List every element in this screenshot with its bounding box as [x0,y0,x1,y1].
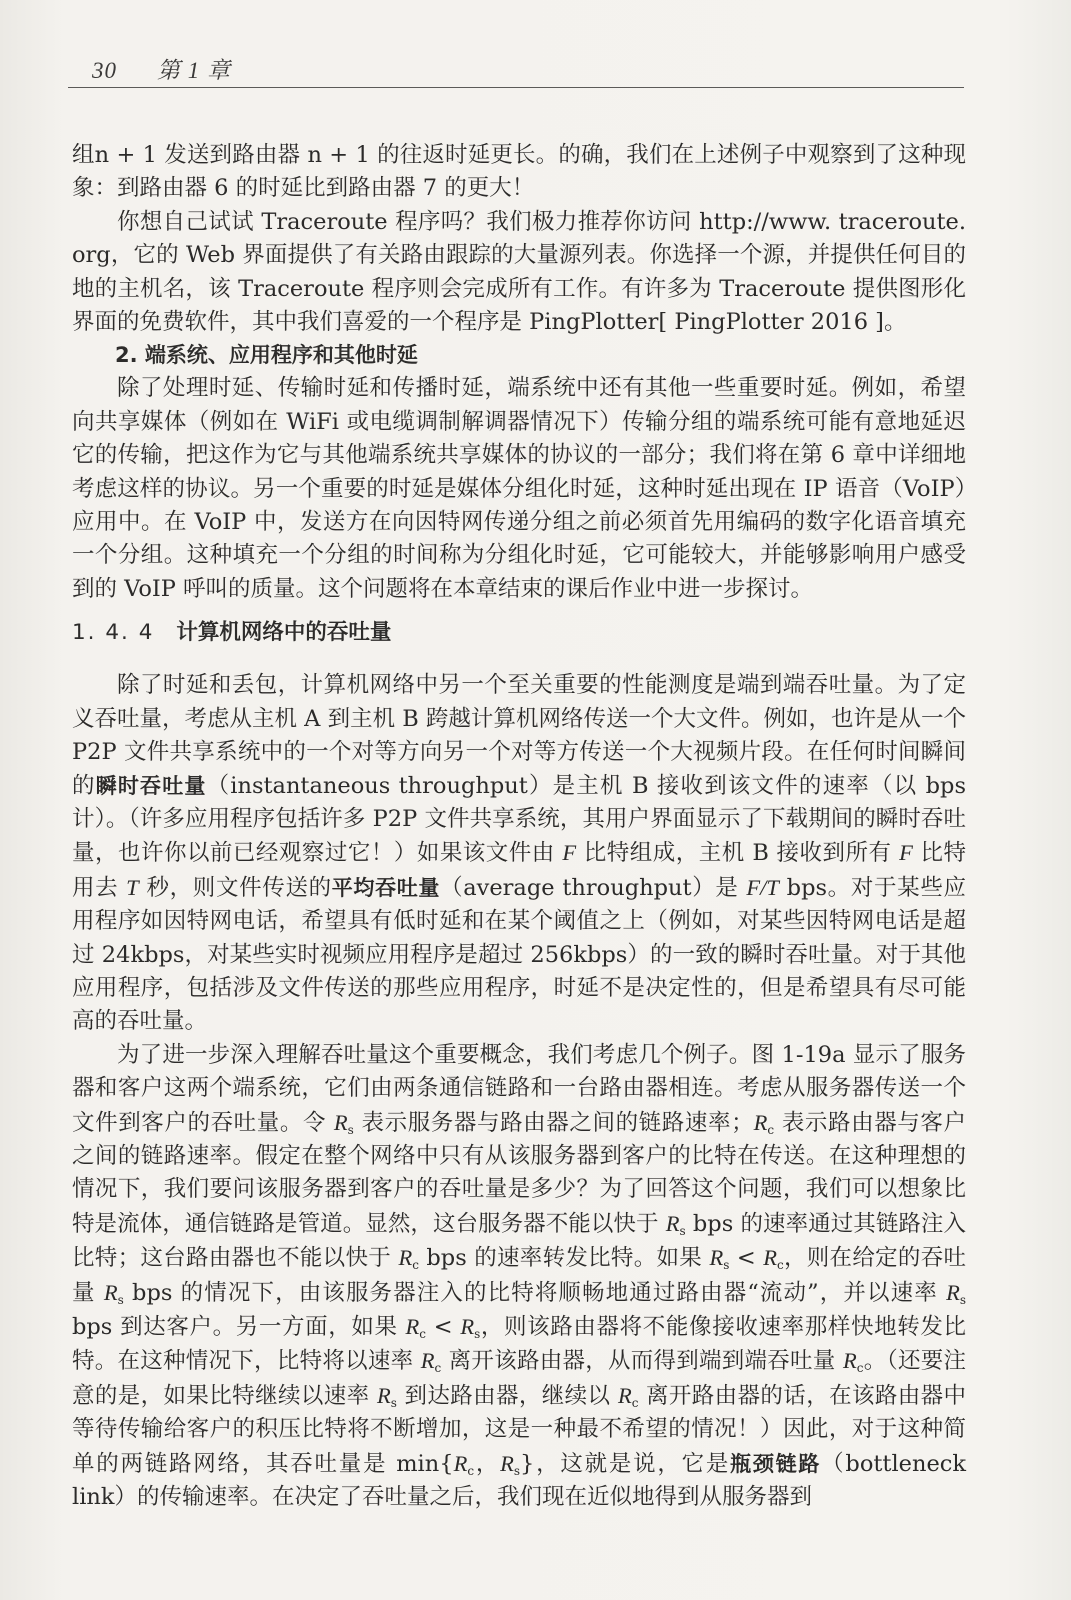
math-var: F [899,840,913,866]
text-run: < [425,1314,461,1340]
text-run: < [729,1245,764,1272]
math-var: R [946,1279,960,1305]
math-var: T [126,874,139,900]
math-var: R [665,1210,680,1236]
term-bottleneck-link: 瓶颈链路 [730,1451,822,1476]
section-title: 计算机网络中的吞吐量 [176,620,392,646]
text-run: （average throughput）是 [440,874,747,901]
paragraph-continuation: 组n + 1 发送到路由器 n + 1 的往返时延更长。的确，我们在上述例子中观察到了这种现象：到路由器 6 的时延比到路由器 7 的更大！ [72,142,966,202]
paragraph-throughput-definition [72,669,966,1038]
math-var: R [103,1279,118,1305]
text-run: 秒，则文件传送的 [138,874,332,901]
paragraph-throughput-example [72,1039,966,1515]
text-run: bps 的情况下，由该服务器注入的比特将顺畅地通过路由器“流动”，并以速率 [123,1279,947,1306]
math-var: R [753,1109,768,1135]
math-subscript: c [434,1361,442,1376]
math-var: R [460,1314,475,1339]
math-subscript: c [419,1327,426,1341]
text-run: bps。对于某些应用程序如因特网电话，希望具有低时延和在某个阈值之上（例如，对某些因特网电话是超过 24kbps，对某些实时视频应用程序是超过 256kbps）的一致的瞬时吞吐量。对于其他应用程序，包括涉及文件传送的那些应用程序，时延不是决定性的，但是希望具有尽可能高的吞吐量。 [72,874,966,1035]
math-var: F [562,840,577,866]
header-rule [68,87,964,88]
running-head [92,52,231,92]
math-var: R [709,1245,724,1271]
math-var: R [405,1314,420,1339]
math-subscript: s [959,1292,966,1307]
math-subscript: s [679,1223,686,1238]
paragraph-traceroute: 你想自己试试 Traceroute 程序吗？我们极力推荐你访问 http://www. traceroute. org，它的 Web 界面提供了有关路由跟踪的大量源列表。你选择一个源，并提供任何目的地的主机名，该 Traceroute 程序则会完成所有工作。有许多为 Traceroute 提供图形化界面的免费软件，其中我们喜爱的一个程序是 PingPlotter[ PingPlotter 2016 ]。 [72,208,966,336]
text-run: 离开路由器的话，在该路由器中等待传输给客户的积压比特将不断增加，这是一种最不希望的情况！）因此，对于这种简单的两链路网络，其吞吐量是 min{ [72,1382,966,1477]
term-instantaneous-throughput: 瞬时吞吐量 [95,773,207,798]
math-var: R [763,1245,777,1271]
text-run: bps 的速率转发比特。如果 [418,1245,710,1272]
math-subscript: c [467,1463,475,1478]
page-number: 30 [92,58,117,83]
math-var: R [453,1450,468,1476]
section-heading [72,616,966,649]
paragraph-other-delays: 除了处理时延、传输时延和传播时延，端系统中还有其他一些重要时延。例如，希望向共享媒体（例如在 WiFi 或电缆调制解调器情况下）传输分组的端系统可能有意地延迟它的传输，把这作为它与其他端系统共享媒体的协议的一部分；我们将在第 6 章中详细地考虑这样的协议。另一个重要的时延是媒体分组化时延，这种时延出现在 IP 语音（VoIP）应用中。在 VoIP 中，发送方在向因特网传递分组之前必须首先用编码的数字化语音填充一个分组。这种填充一个分组的时间称为分组化时延，它可能较大，并能够影响用户感受到的 VoIP 呼叫的质量。这个问题将在本章结束的课后作业中进一步探讨。 [72,375,966,602]
math-var: F/T [746,874,779,900]
math-subscript: s [390,1395,397,1410]
text-run: 表示服务器与路由器之间的链路速率； [353,1109,754,1136]
text-run: 表示路由器与客户之间的链路速率。假定在整个网络中只有从该服务器到客户的比特在传送。在这种理想的情况下，我们要问该服务器到客户的吞吐量是多少？为了回答这个问题，我们可以想象比特是流体，通信链路是管道。显然，这台服务器不能以快于 [72,1109,966,1237]
text-run: （bottleneck link）的传输速率。在决定了吞吐量之后，我们现在近似地得到从服务器到 [72,1450,966,1511]
math-var: R [842,1348,857,1374]
math-subscript: c [412,1258,419,1273]
text-run: ，则在给定的吞吐量 [72,1245,966,1306]
math-subscript: s [513,1463,520,1478]
text-run: bps 的速率通过其链路注入比特；这台路由器也不能以快于 [72,1210,966,1272]
math-subscript: s [347,1122,354,1137]
math-var: R [377,1382,391,1408]
math-subscript: s [474,1327,481,1341]
term-average-throughput: 平均吞吐量 [331,875,441,900]
math-var: R [398,1245,413,1271]
text-run: 。（还要注意的是，如果比特继续以速率 [72,1348,966,1409]
text-run: 比特组成，主机 B 接收到所有 [576,840,900,867]
math-var: R [500,1450,514,1476]
subsection-heading: 2. 端系统、应用程序和其他时延 [115,343,418,368]
math-var: R [617,1382,632,1408]
math-subscript: s [117,1292,124,1307]
math-subscript: c [631,1395,639,1410]
text-run: }，这就是说，它是 [520,1450,731,1477]
math-subscript: c [776,1258,784,1273]
text-run: 比特用去 [72,840,967,901]
text-run: ， [474,1450,501,1477]
math-var: R [333,1109,348,1135]
text-run: 除了时延和丢包，计算机网络中另一个至关重要的性能测度是端到端吞吐量。为了定义吞吐量，考虑从主机 A 到主机 B 跨越计算机网络传送一个大文件。例如，也许是从一个 P2P 文件共享系统中的一个对等方向另一个对等方传送一个大视频片段。在任何时间瞬间的 [72,672,966,799]
text-run: bps 到达客户。另一方面，如果 [72,1314,406,1340]
text-run: （instantaneous throughput）是主机 B 接收到该文件的速率（以 bps 计）。（许多应用程序包括许多 P2P 文件共享系统，其用户界面显示了下载期间的瞬时吞吐量，也许你以前已经观察过它！）如果该文件由 [72,772,966,867]
text-run: 为了进一步深入理解吞吐量这个重要概念，我们考虑几个例子。图 1-19a 显示了服务器和客户这两个端系统，它们由两条通信链路和一台路由器相连。考虑从服务器传送一个文件到客户的吞吐量。令 [72,1041,966,1136]
math-var: R [420,1348,435,1374]
math-subscript: c [767,1122,775,1137]
text-run: 到达路由器，继续以 [396,1382,618,1409]
math-subscript: c [856,1361,864,1376]
section-number: 1. 4. 4 [72,620,155,646]
text-run: 离开该路由器，从而得到端到端吞吐量 [441,1348,843,1375]
math-subscript: s [723,1258,730,1273]
page-body [72,139,966,1514]
chapter-label: 第 1 章 [157,58,231,83]
text-run: ，则该路由器将不能像接收速率那样快地转发比特。在这种情况下，比特将以速率 [72,1314,966,1375]
